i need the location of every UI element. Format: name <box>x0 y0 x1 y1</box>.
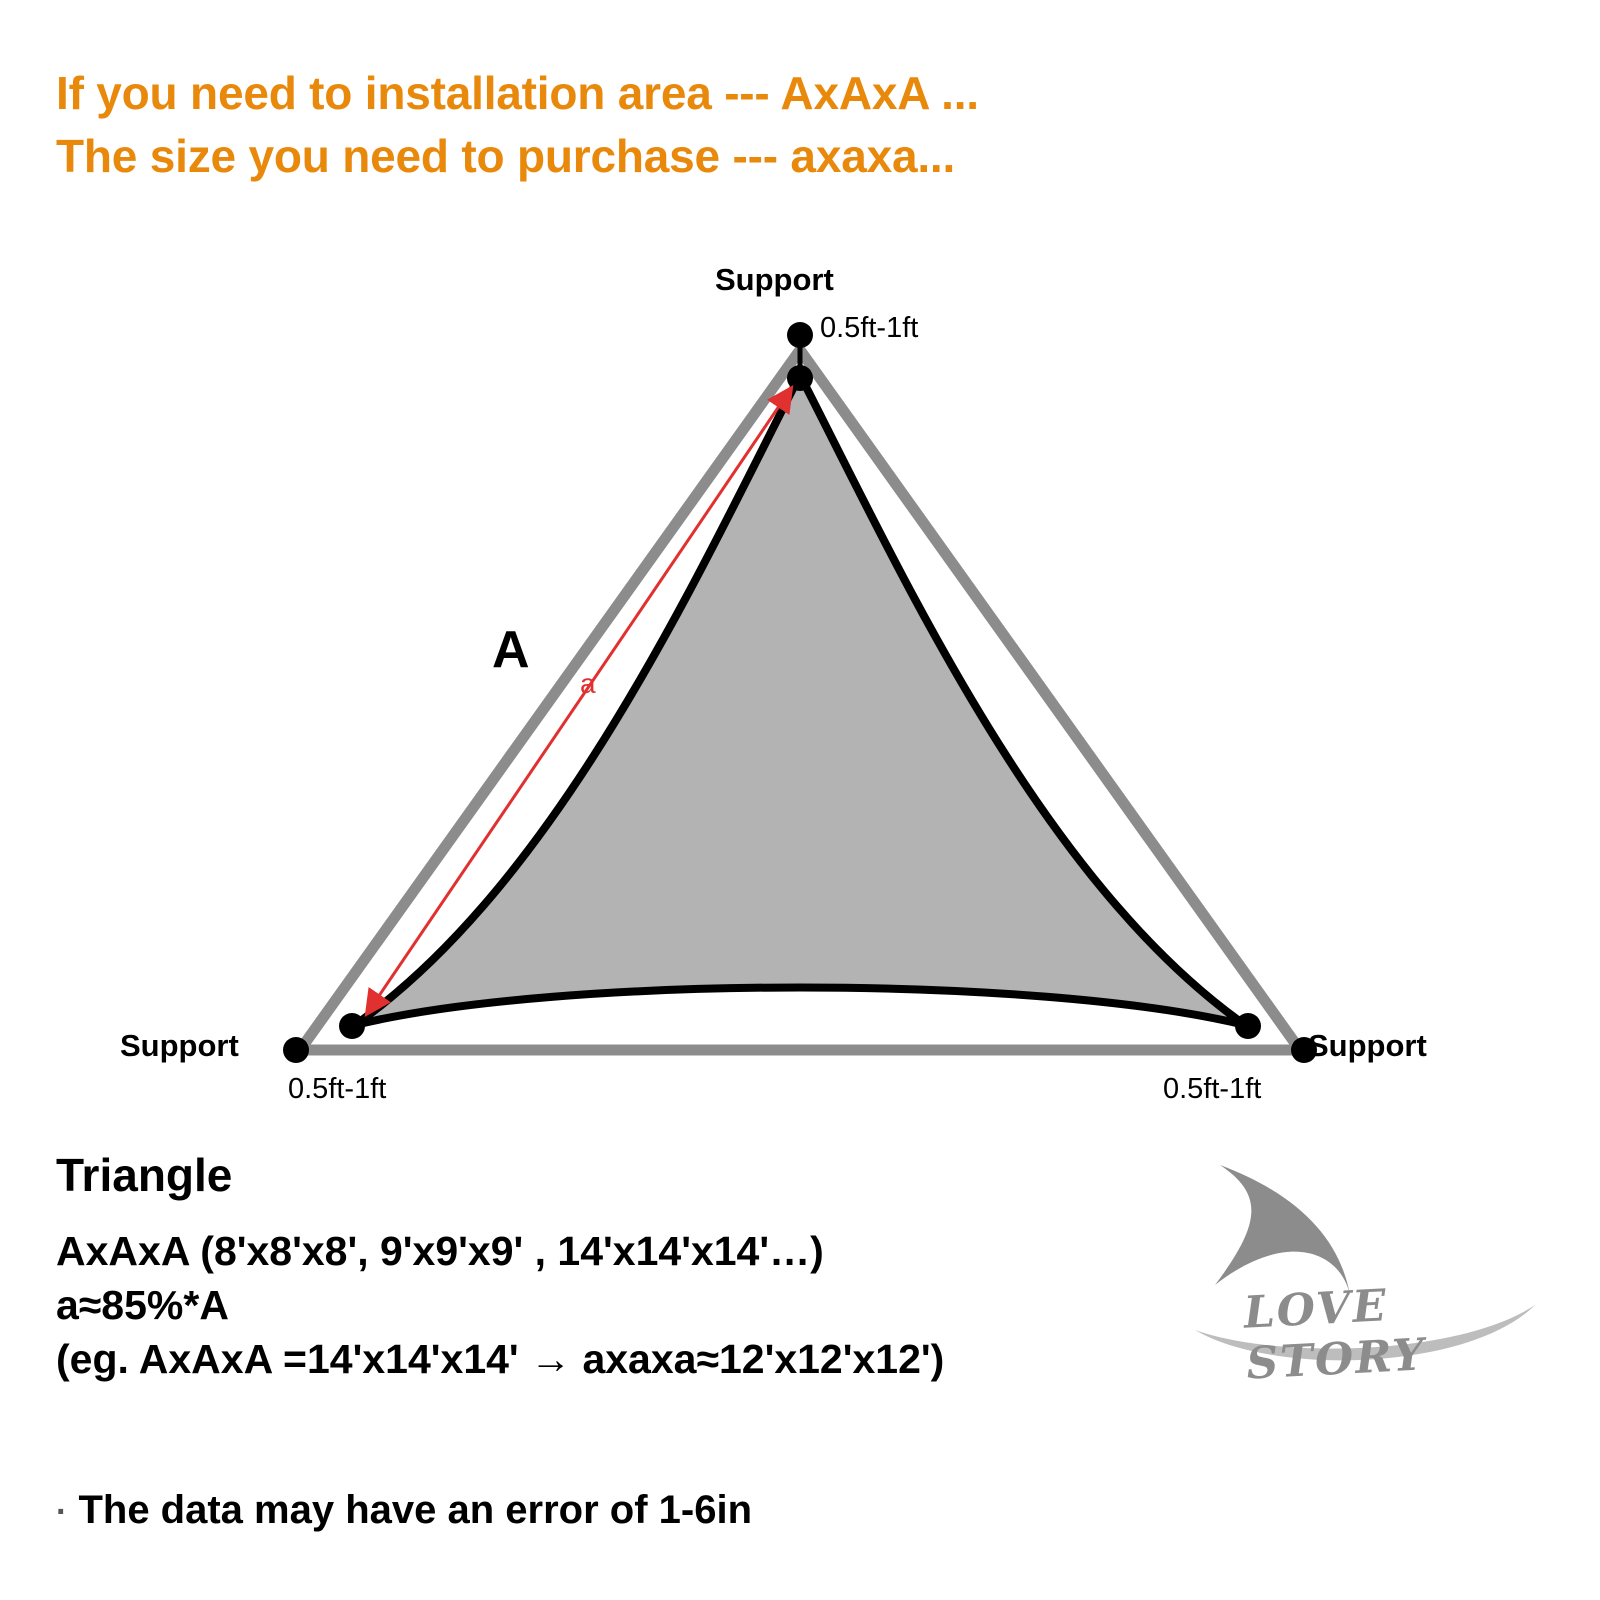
headline-line-1: If you need to installation area --- AxAxA ... <box>56 67 979 119</box>
sail-corner-dot-bottom-right <box>1235 1013 1261 1039</box>
spec-line-2: a≈85%*A <box>56 1282 229 1329</box>
label-gap-bottom-left: 0.5ft-1ft <box>288 1073 387 1105</box>
note-text: The data may have an error of 1-6in <box>78 1488 753 1532</box>
label-gap-bottom-right: 0.5ft-1ft <box>1163 1073 1262 1105</box>
label-side-a: a <box>580 668 596 699</box>
label-support-bottom-left: Support <box>120 1028 239 1063</box>
note-bullet: · <box>56 1493 68 1531</box>
support-dot-bottom-left <box>283 1037 309 1063</box>
support-dot-bottom-right <box>1291 1037 1317 1063</box>
label-support-bottom-right: Support <box>1308 1028 1427 1063</box>
brand-logo <box>1190 1155 1540 1390</box>
brand-name: LOVE STORY <box>1242 1280 1428 1390</box>
spec-line-1: AxAxA (8'x8'x8', 9'x9'x9' , 14'x14'x14'…) <box>56 1228 824 1274</box>
spec-line-3: (eg. AxAxA =14'x14'x14' → axaxa≈12'x12'x12') <box>56 1336 945 1383</box>
triangle-diagram <box>0 240 1600 1140</box>
page-headline <box>56 62 979 189</box>
spec-title: Triangle <box>56 1149 233 1201</box>
label-gap-top: 0.5ft-1ft <box>820 312 919 344</box>
shade-sail-shape <box>355 375 1245 1025</box>
label-support-top: Support <box>715 262 834 297</box>
error-note <box>56 1488 752 1533</box>
sail-corner-dot-bottom-left <box>339 1013 365 1039</box>
spec-block <box>56 1148 1256 1386</box>
label-side-A: A <box>492 621 530 679</box>
headline-line-2: The size you need to purchase --- axaxa... <box>56 130 956 183</box>
